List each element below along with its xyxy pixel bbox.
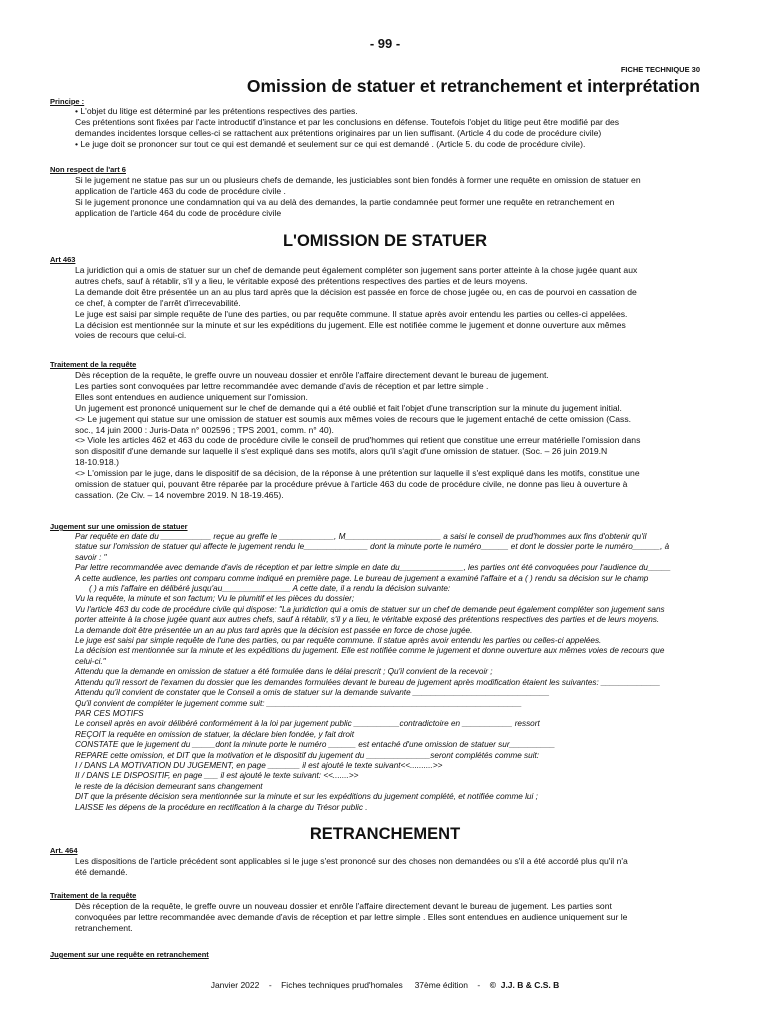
jugement-omission-line: Par requête en date du ___________ reçue au greffe le ____________, M_____________________ a saisi le conseil de prud'hommes aux fins d'obtenir qu'il — [75, 532, 647, 541]
traitement1-line: <> L'omission par le juge, dans le dispositif de sa décision, de la réponse à une prétention sur laquelle il s'est expliqué dans les motifs, constitue une — [75, 468, 640, 479]
footer-date: Janvier 2022 — [210, 980, 260, 990]
jugement-omission-line: Attendu qu'il convient de constater que le Conseil a omis de statuer sur la demande suivante ______________________________ — [75, 688, 550, 698]
traitement2-heading: Traitement de la requête — [50, 891, 137, 900]
art463-body — [75, 265, 715, 341]
traitement2-line: Dès réception de la requête, le greffe ouvre un nouveau dossier et enrôle l'affaire directement devant le bureau de jugement. Les parties sont — [75, 901, 612, 911]
jugement-retranchement-heading: Jugement sur une requête en retranchement — [50, 950, 209, 959]
jugement-omission-line: Le conseil après en avoir délibéré conformément à la loi par jugement public __________contradictoire en ___________ ressort — [75, 719, 540, 729]
jugement-omission-line: Le juge est saisi par simple requête de l'une des parties, ou par requête commune. Il statue après avoir entendu les parties ou celles-ci appelées. — [75, 636, 602, 646]
art463-line: ce chef, à compter de l'arrêt d'irrecevabilité. — [75, 297, 241, 308]
footer-separator: - — [477, 980, 481, 990]
omission-heading: L'OMISSION DE STATUER — [282, 232, 488, 250]
jugement-omission-line: le reste de la décision demeurant sans changement — [75, 781, 263, 791]
jugement-omission-line: Vu la requête, la minute et son factum; Vu le plumitif et les pièces du dossier; — [75, 594, 355, 604]
footer-title: Fiches techniques prud'homales — [281, 980, 403, 990]
traitement1-line: Un jugement est prononcé uniquement sur le chef de demande qui a été oublié et fait l'objet d'une transcription sur la minute du jugement initial. — [75, 402, 622, 413]
non-respect-line: application de l'article 463 du code de procédure civile . — [75, 185, 286, 196]
traitement1-line: <> Viole les articles 462 et 463 du code de procédure civile le conseil de prud'hommes qui retient que constitue une erreur matérielle l'omission dans — [75, 435, 641, 446]
jugement-omission-line: A cette audience, les parties ont comparu comme indiqué en première page. Le bureau de jugement a examiné l'affaire et a ( ) rendu sa décision sur le champ — [75, 573, 649, 583]
footer-edition: 37ème édition — [414, 980, 468, 990]
principe-line: demandes incidentes lorsque celles-ci se rattachent aux prétentions originaires par un lien suffisant. (Article 4 du code de procédure civile) — [75, 127, 602, 138]
jugement-omission-line: DIT que la présente décision sera mentionnée sur la minute et sur les expéditions du jugement complété, et notifiée comme lui ; — [75, 792, 538, 802]
traitement2-line: convoquées par lettre recommandée avec demande d'avis de réception et par lettre simple . Elles sont entendues en audience uniquement sur le — [75, 911, 628, 922]
non-respect-line: Si le jugement prononce une condamnation qui va au delà des demandes, la partie condamnée peut former une requête en retranchement en — [75, 196, 615, 207]
jugement-omission-line: porter atteinte à la chose jugée quant aux autres chefs, sauf à rétablir, s'il y a lieu, le véritable exposé des prétentions respectives des parties et de leurs moyens. — [75, 615, 660, 625]
page-number: - 99 - — [369, 36, 401, 51]
traitement1-heading: Traitement de la requête — [50, 360, 137, 369]
traitement2-line: retranchement. — [75, 922, 133, 933]
traitement1-line: Les parties sont convoquées par lettre recommandée avec demande d'avis de réception et par lettre simple . — [75, 380, 489, 391]
art464-line: été demandé. — [75, 866, 128, 877]
traitement1-line: son dispositif d'une demande sur laquelle il s'est expliqué dans ses motifs, alors qu'il s'agit d'une omission de statuer. (Soc. – 26 juin 2019.N — [75, 446, 608, 457]
jugement-omission-line: LAISSE les dépens de la procédure en rectification à la charge du Trésor public . — [75, 802, 368, 812]
art463-line: La décision est mentionnée sur la minute et sur les expéditions du jugement. Elle est notifiée comme le jugement et donne ouverture aux mêmes — [75, 319, 626, 330]
art463-line: voies de recours que celui-ci. — [75, 330, 187, 341]
footer-separator: - — [268, 980, 272, 990]
jugement-omission-line: I / DANS LA MOTIVATION DU JUGEMENT, en page _______ il est ajouté le texte suivant<<..........>> — [75, 760, 443, 770]
copyright-icon: © — [489, 980, 496, 990]
jugement-omission-line: ( ) a mis l'affaire en délibéré jusqu'au_______________ A cette date, il a rendu la décision suivante: — [89, 584, 451, 594]
retranchement-heading: RETRANCHEMENT — [309, 825, 461, 843]
non-respect-line: Si le jugement ne statue pas sur un ou plusieurs chefs de demande, les justiciables sont bien fondés à former une requête en omission de statuer en — [75, 175, 641, 185]
traitement1-line: cassation. (2e Civ. – 14 novembre 2019. N 18-19.465). — [75, 489, 284, 500]
footer-authors: J.J. B & C.S. B — [500, 980, 560, 990]
page-title: Omission de statuer et retranchement et interprétation — [246, 76, 700, 96]
traitement1-body — [75, 370, 715, 501]
jugement-omission-line: La décision est mentionnée sur la minute et les expéditions du jugement. Elle est notifiée comme le jugement et donne ouverture aux mêmes voies de recours que — [75, 646, 665, 656]
principe-body — [75, 106, 715, 150]
jugement-omission-line: Attendu qu'il ressort de l'examen du dossier que les demandes formulées devant le bureau de jugement après modification étaient les suivantes: _____________ — [75, 677, 661, 687]
jugement-omission-line: PAR CES MOTIFS — [75, 708, 144, 718]
jugement-omission-line: Par lettre recommandée avec demande d'avis de réception et par lettre simple en date du______________, les parties ont été convoquées pour l'audience du_____ — [75, 563, 671, 573]
art463-line: autres chefs, sauf à rétablir, s'il y a lieu, le véritable exposé des prétentions respectives des parties et de leurs moyens. — [75, 275, 528, 286]
art464-heading: Art. 464 — [50, 846, 78, 855]
non-respect-body — [75, 175, 715, 219]
art463-heading: Art 463 — [50, 255, 76, 264]
art464-body — [75, 856, 715, 878]
non-respect-line: application de l'article 464 du code de procédure civile — [75, 207, 282, 218]
art463-line: Le juge est saisi par simple requête de l'une des parties, ou par requête commune. Il statue après avoir entendu les parties ou celles-ci appelées. — [75, 308, 628, 319]
jugement-omission-line: CONSTATE que le jugement du _____dont la minute porte le numéro ______ est entaché d'une omission de statuer sur__________ — [75, 740, 556, 750]
non-respect-heading: Non respect de l'art 6 — [50, 165, 126, 174]
jugement-omission-line: REPARE cette omission, et DIT que la motivation et le dispositif du jugement du ______________seront complétés comme suit: — [75, 750, 540, 760]
jugement-omission-line: statue sur l'omission de statuer qui affecte le jugement rendu le______________ dont la minute porte le numéro______ et dont le dossier porte le numéro______, à — [75, 542, 670, 552]
traitement1-line: omission de statuer qui, pouvant être réparée par la procédure prévue à l'article 463 du code de procédure civile, ne donne pas lieu à ouverture à — [75, 479, 628, 490]
principe-line: • Le juge doit se prononcer sur tout ce qui est demandé et seulement sur ce qui est demandé . (Article 5. du code de procédure civile). — [75, 138, 586, 149]
fiche-label: FICHE TECHNIQUE 30 — [620, 65, 700, 74]
jugement-omission-line: Qu'il convient de compléter le jugement comme suit: ________________________________________________________ — [75, 698, 522, 708]
traitement1-line: soc., 14 juin 2000 : Juris-Data n° 002596 ; TPS 2001, comm. n° 40). — [75, 424, 334, 435]
jugement-omission-line: II / DANS LE DISPOSITIF, en page ___ il est ajouté le texte suivant: <<.......>> — [75, 771, 359, 781]
traitement1-line: 18-10.918.) — [75, 457, 119, 468]
principe-line: Ces prétentions sont fixées par l'acte introductif d'instance et par les conclusions en défense. Toutefois l'objet du litige peut être modifié par des — [75, 116, 620, 127]
jugement-omission-line: Attendu que la demande en omission de statuer a été formulée dans le délai prescrit ; Qu'il convient de la recevoir ; — [75, 667, 493, 677]
traitement1-line: <> Le jugement qui statue sur une omission de statuer est soumis aux mêmes voies de recours que le jugement entaché de cette omission (Cass. — [75, 413, 632, 424]
principe-line: • L'objet du litige est déterminé par les prétentions respectives des parties. — [75, 106, 358, 116]
jugement-omission-line: La demande doit être présentée un an au plus tard après que la décision est passée en force de chose jugée. — [75, 625, 473, 635]
traitement1-line: Dès réception de la requête, le greffe ouvre un nouveau dossier et enrôle l'affaire directement devant le bureau de jugement. — [75, 370, 549, 380]
traitement2-body — [75, 901, 715, 934]
jugement-omission-heading: Jugement sur une omission de statuer — [50, 522, 188, 531]
jugement-omission-body — [75, 532, 713, 813]
jugement-omission-line: REÇOIT la requête en omission de statuer, la déclare bien fondée, y fait droit — [75, 729, 354, 739]
jugement-omission-line: Vu l'article 463 du code de procédure civile qui dispose: "La juridiction qui a omis de statuer sur un chef de demande peut également compléter son jugement sans — [75, 604, 665, 614]
art464-line: Les dispositions de l'article précédent sont applicables si le juge s'est prononcé sur des choses non demandées ou s'il a été accordé plus qu'il n'a — [75, 856, 628, 866]
traitement1-line: Elles sont entendues en audience uniquement sur l'omission. — [75, 391, 308, 402]
principe-heading: Principe : — [50, 97, 85, 106]
art463-line: La demande doit être présentée un an au plus tard après que la décision est passée en force de chose jugée ou, en cas de pourvoi en cassation de — [75, 286, 637, 297]
page-footer — [0, 980, 770, 990]
art463-line: La juridiction qui a omis de statuer sur un chef de demande peut également compléter son jugement sans porter atteinte à la chose jugée quant aux — [75, 265, 638, 275]
jugement-omission-line: celui-ci." — [75, 656, 106, 666]
jugement-omission-line: savoir : " — [75, 552, 107, 562]
